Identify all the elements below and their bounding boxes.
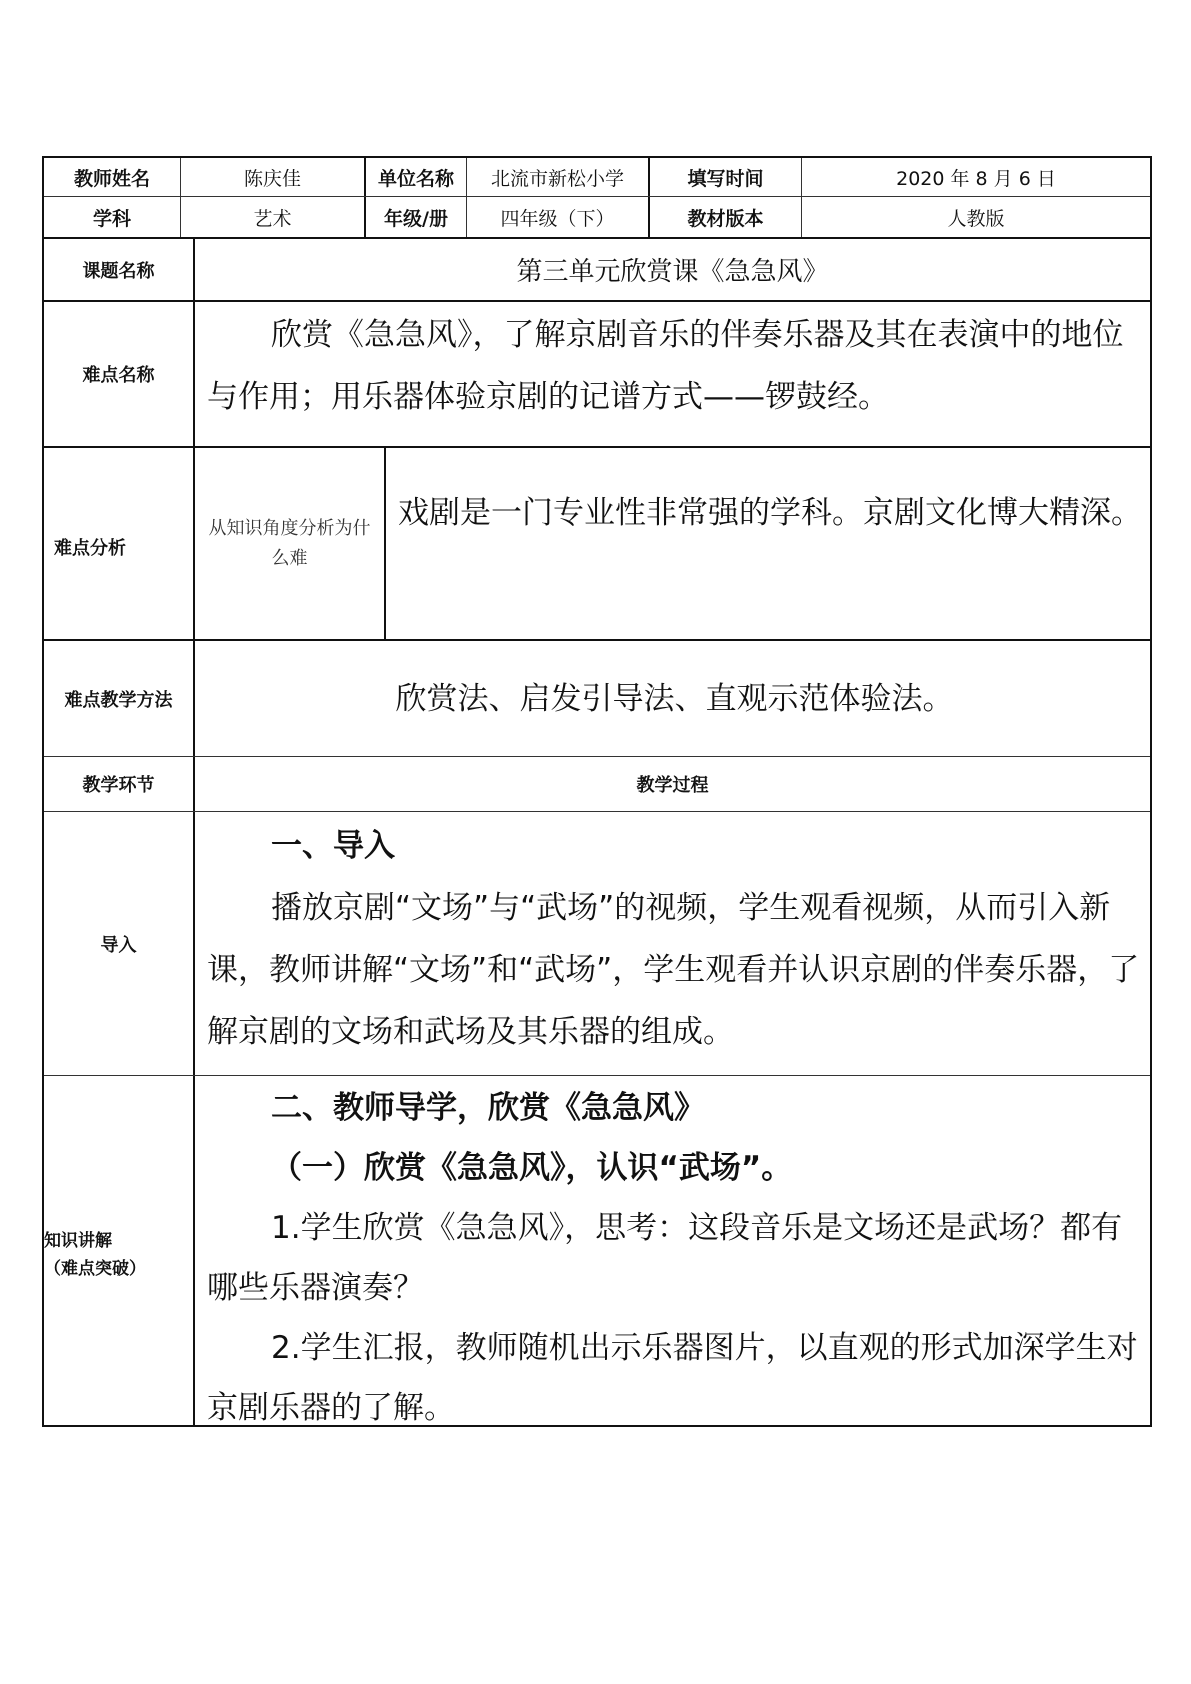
difficulty-label: 难点名称 bbox=[44, 302, 195, 446]
method-row bbox=[44, 641, 1150, 757]
unit-label: 单位名称 bbox=[366, 158, 467, 196]
difficulty-text: 欣赏《急急风》，了解京剧音乐的伴奏乐器及其在表演中的地位与作用；用乐器体验京剧的记谱方式——锣鼓经。 bbox=[207, 317, 1124, 415]
knowledge-subheading: （一）欣赏《急急风》，认识“武场”。 bbox=[271, 1150, 793, 1186]
unit-value: 北流市新松小学 bbox=[467, 158, 650, 196]
knowledge-item-1: 1.学生欣赏《急急风》，思考：这段音乐是文场还是武场？都有哪些乐器演奏？ bbox=[207, 1210, 1123, 1306]
topic-label: 课题名称 bbox=[44, 239, 195, 300]
topic-value: 第三单元欣赏课《急急风》 bbox=[516, 257, 829, 287]
date-label: 填写时间 bbox=[650, 158, 802, 196]
process-value: 教学过程 bbox=[636, 775, 709, 796]
edition-value: 人教版 bbox=[947, 207, 1005, 230]
info-row-2 bbox=[44, 197, 1150, 239]
knowledge-row bbox=[44, 1076, 1150, 1425]
analysis-text: 戏剧是一门专业性非常强的学科。京剧文化博大精深。 bbox=[398, 495, 1142, 531]
teacher-label: 教师姓名 bbox=[44, 158, 181, 196]
process-header-row bbox=[44, 757, 1150, 812]
subject-label: 学科 bbox=[44, 197, 181, 237]
knowledge-heading: 二、教师导学，欣赏《急急风》 bbox=[271, 1090, 705, 1126]
intro-label: 导入 bbox=[44, 812, 195, 1075]
analysis-label: 难点分析 bbox=[44, 448, 195, 639]
analysis-sublabel: 从知识角度分析为什么难 bbox=[195, 448, 386, 639]
method-label: 难点教学方法 bbox=[44, 641, 195, 756]
knowledge-label-line1: 知识讲解 bbox=[44, 1230, 112, 1251]
intro-row bbox=[44, 812, 1150, 1076]
info-row-1 bbox=[44, 158, 1150, 197]
intro-text: 播放京剧“文场”与“武场”的视频，学生观看视频，从而引入新课，教师讲解“文场”和“武场”，学生观看并认识京剧的伴奏乐器，了解京剧的文场和武场及其乐器的组成。 bbox=[207, 890, 1140, 1050]
intro-content bbox=[195, 812, 1150, 1075]
intro-heading: 一、导入 bbox=[271, 828, 395, 864]
knowledge-item-2: 2.学生汇报，教师随机出示乐器图片，以直观的形式加深学生对京剧乐器的了解。 bbox=[207, 1330, 1138, 1426]
knowledge-label-line2: （难点突破） bbox=[44, 1258, 146, 1279]
grade-value: 四年级（下） bbox=[467, 197, 650, 237]
analysis-row bbox=[44, 448, 1150, 641]
teacher-value: 陈庆佳 bbox=[181, 158, 366, 196]
difficulty-row bbox=[44, 302, 1150, 448]
method-text: 欣赏法、启发引导法、直观示范体验法。 bbox=[395, 680, 954, 717]
date-value: 2020 年 8 月 6 日 bbox=[896, 167, 1056, 190]
knowledge-label bbox=[44, 1076, 195, 1425]
topic-row bbox=[44, 239, 1150, 302]
knowledge-content bbox=[195, 1076, 1150, 1425]
grade-label: 年级/册 bbox=[366, 197, 467, 237]
lesson-plan-table bbox=[42, 156, 1152, 1427]
subject-value: 艺术 bbox=[181, 197, 366, 237]
edition-label: 教材版本 bbox=[650, 197, 802, 237]
process-label: 教学环节 bbox=[44, 757, 195, 811]
